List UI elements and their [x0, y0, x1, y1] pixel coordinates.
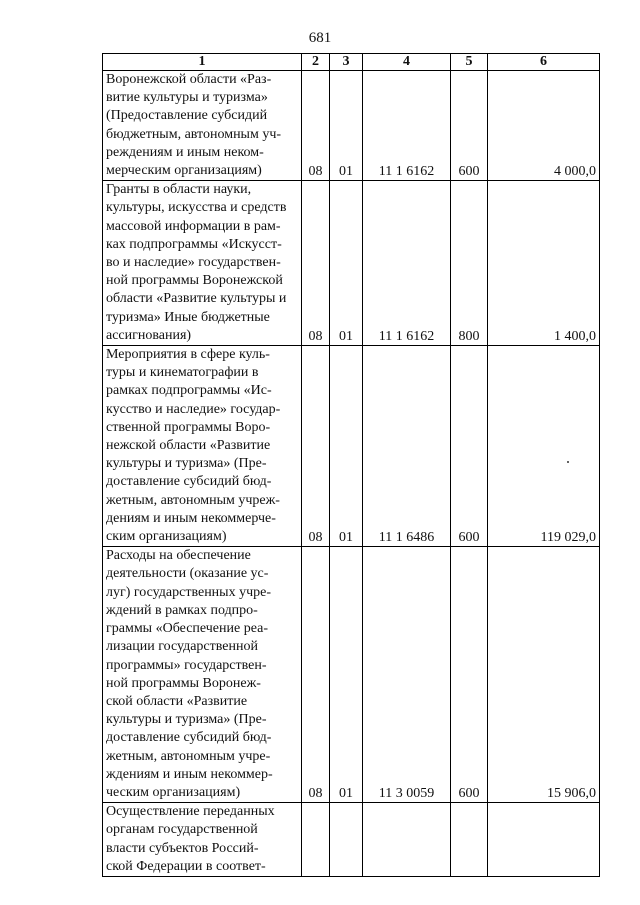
row-section: 08 [302, 346, 330, 547]
page-number: 681 [308, 30, 332, 46]
table-row [103, 346, 600, 547]
row-subsection: 01 [330, 71, 363, 181]
budget-table [102, 53, 600, 877]
row-amount: 15 906,0 [488, 547, 600, 803]
row-description: Воронежской области «Раз- витие культуры и туризма» (Предоставление субсидий бюджетным, автономным уч- реждениям и иным неком- мерческим организациям) [103, 71, 302, 181]
scan-speck [567, 461, 569, 463]
row-target-article: 11 1 6162 [363, 71, 451, 181]
row-section: 08 [302, 547, 330, 803]
row-subsection: 01 [330, 181, 363, 346]
row-expense-type: 600 [451, 71, 488, 181]
column-header: 6 [488, 54, 600, 71]
column-header: 4 [363, 54, 451, 71]
row-amount: 4 000,0 [488, 71, 600, 181]
row-amount: 1 400,0 [488, 181, 600, 346]
column-header: 1 [103, 54, 302, 71]
row-subsection [330, 803, 363, 877]
row-description: Гранты в области науки, культуры, искусства и средств массовой информации в рам- ках подпрограммы «Искусст- во и наследие» государствен- ной программы Воронежской области «Развитие культуры и туризма» Иные бюджетные ассигнования) [103, 181, 302, 346]
row-section: 08 [302, 181, 330, 346]
row-section: 08 [302, 71, 330, 181]
row-target-article [363, 803, 451, 877]
table-row [103, 547, 600, 803]
row-description: Расходы на обеспечение деятельности (оказание ус- луг) государственных учре- ждений в рамках подпро- граммы «Обеспечение реа- лизации государственной программы» государствен- ной программы Воронеж- ской области «Развитие культуры и туризма» (Пре- доставление субсидий бюд- жетным, автономным учре- ждениям и иным некоммер- ческим организациям) [103, 547, 302, 803]
table-row [103, 803, 600, 877]
table-header-row [103, 54, 600, 71]
row-target-article: 11 3 0059 [363, 547, 451, 803]
row-subsection: 01 [330, 547, 363, 803]
table-row [103, 71, 600, 181]
column-header: 5 [451, 54, 488, 71]
row-target-article: 11 1 6162 [363, 181, 451, 346]
row-expense-type: 600 [451, 346, 488, 547]
row-amount: 119 029,0 [488, 346, 600, 547]
row-expense-type: 800 [451, 181, 488, 346]
column-header: 2 [302, 54, 330, 71]
row-expense-type: 600 [451, 547, 488, 803]
row-amount [488, 803, 600, 877]
row-section [302, 803, 330, 877]
row-description: Мероприятия в сфере куль- туры и кинематографии в рамках подпрограммы «Ис- кусство и наследие» государ- ственной программы Воро- нежской области «Развитие культуры и туризма» (Пре- доставление субсидий бюд- жетным, автономным учреж- дениям и иным некоммерче- ским организациям) [103, 346, 302, 547]
row-subsection: 01 [330, 346, 363, 547]
row-expense-type [451, 803, 488, 877]
row-target-article: 11 1 6486 [363, 346, 451, 547]
column-header: 3 [330, 54, 363, 71]
table-row [103, 181, 600, 346]
row-description: Осуществление переданных органам государственной власти субъектов Россий- ской Федерации в соответ- [103, 803, 302, 877]
